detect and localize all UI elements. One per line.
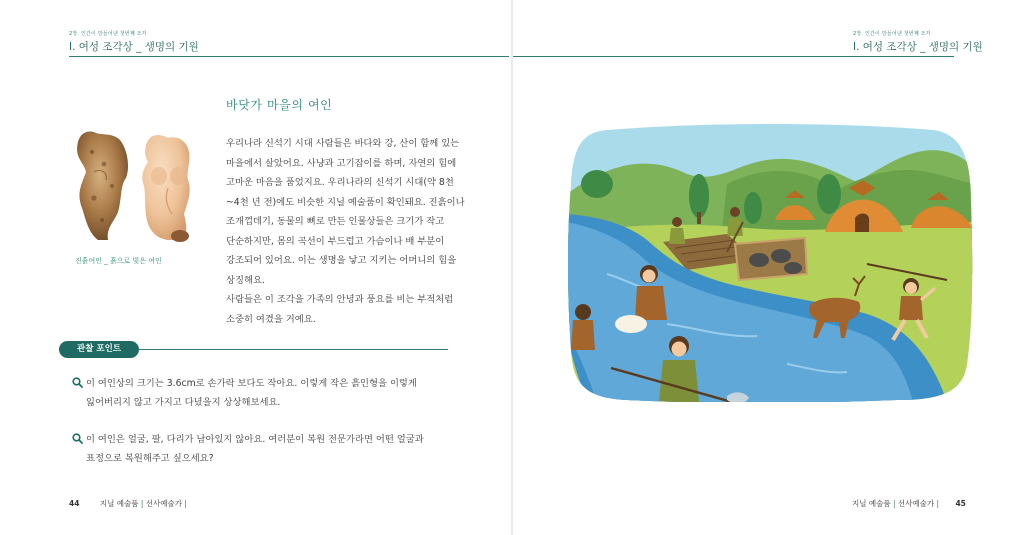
chapter-title: Ⅰ. 여성 조각상 _ 생명의 기원	[69, 41, 199, 53]
page-number: 44	[69, 499, 80, 508]
running-head-right	[853, 30, 983, 54]
question-text: 이 여인상의 크기는 3.6cm로 손가락 보다도 작아요. 이렇게 작은 흙인형을 이렇게	[86, 378, 417, 389]
body-text	[226, 134, 465, 329]
footer-separator: |	[893, 499, 898, 508]
photo-caption: 진흙여인 _ 흙으로 빚은 여인	[75, 257, 162, 265]
page-number: 45	[955, 499, 966, 508]
question-item	[72, 430, 424, 468]
body-line: 강조되어 있어요. 이는 생명을 낳고 지키는 어머니의 힘을	[226, 255, 457, 266]
header-rule-left	[69, 56, 509, 57]
footer-label: 지닐 예술품	[852, 499, 891, 508]
body-line: 우리나라 신석기 시대 사람들은 바다와 강, 산이 함께 있는	[226, 138, 460, 149]
footer-separator: |	[936, 499, 940, 508]
section-title: 바닷가 마을의 여인	[226, 98, 333, 112]
clay-figurine-photo	[77, 131, 128, 240]
observation-point-label: 관찰 포인트	[59, 341, 139, 358]
magnifier-icon	[72, 377, 83, 388]
footer-separator: |	[140, 499, 146, 508]
body-line: ~4천 년 전)에도 비슷한 지닐 예술품이 확인돼요. 진흙이나	[226, 196, 465, 208]
footer-sublabel: 선사예술가	[145, 499, 182, 508]
body-line: 상징해요.	[226, 274, 265, 286]
page-footer-right	[852, 498, 966, 509]
question-text: 표정으로 복원해주고 싶으세요?	[86, 453, 214, 464]
page-footer-left	[69, 498, 187, 509]
artifact-photos	[64, 128, 214, 246]
footer-separator: |	[184, 499, 187, 508]
observation-point-rule	[138, 349, 448, 350]
body-line: 단순하지만, 몸의 곡선이 부드럽고 가슴이나 배 부분이	[226, 235, 445, 247]
question-text: 잃어버리지 않고 가지고 다녔을지 상상해보세요.	[86, 397, 281, 408]
question-item	[72, 374, 417, 412]
chapter-title: Ⅰ. 여성 조각상 _ 생명의 기원	[853, 41, 983, 53]
question-text: 이 여인은 얼굴, 팔, 다리가 남아있지 않아요. 여러분이 복원 전문가라면 어떤 얼굴과	[86, 434, 424, 445]
body-line: 조개껍데기, 동물의 뼈로 만든 인물상들은 크기가 작고	[226, 216, 445, 227]
running-head-left	[69, 30, 199, 54]
neolithic-village-illustration	[567, 124, 973, 402]
header-rule-right	[513, 56, 954, 57]
body-line: 마을에서 살았어요. 사냥과 고기잡이를 하며, 자연의 힘에	[226, 157, 457, 169]
chapter-label: 2장. 인간이 만들어낸 첫번째 조각	[69, 31, 147, 37]
footer-sublabel: 선사예술가	[897, 499, 935, 508]
body-line: 사람들은 이 조각을 가족의 안녕과 풍요를 비는 부적처럼	[226, 294, 454, 305]
restored-figurine-illustration	[142, 135, 189, 242]
magnifier-icon	[72, 433, 83, 444]
body-line: 소중히 여겼을 거예요.	[226, 313, 316, 325]
page-gutter	[511, 0, 513, 535]
chapter-label: 2장. 인간이 만들어낸 첫번째 조각	[853, 31, 931, 37]
body-line: 고마운 마음을 품었지요. 우리나라의 신석기 시대(약 8천	[226, 177, 454, 188]
footer-label: 지닐 예술품	[99, 499, 139, 508]
